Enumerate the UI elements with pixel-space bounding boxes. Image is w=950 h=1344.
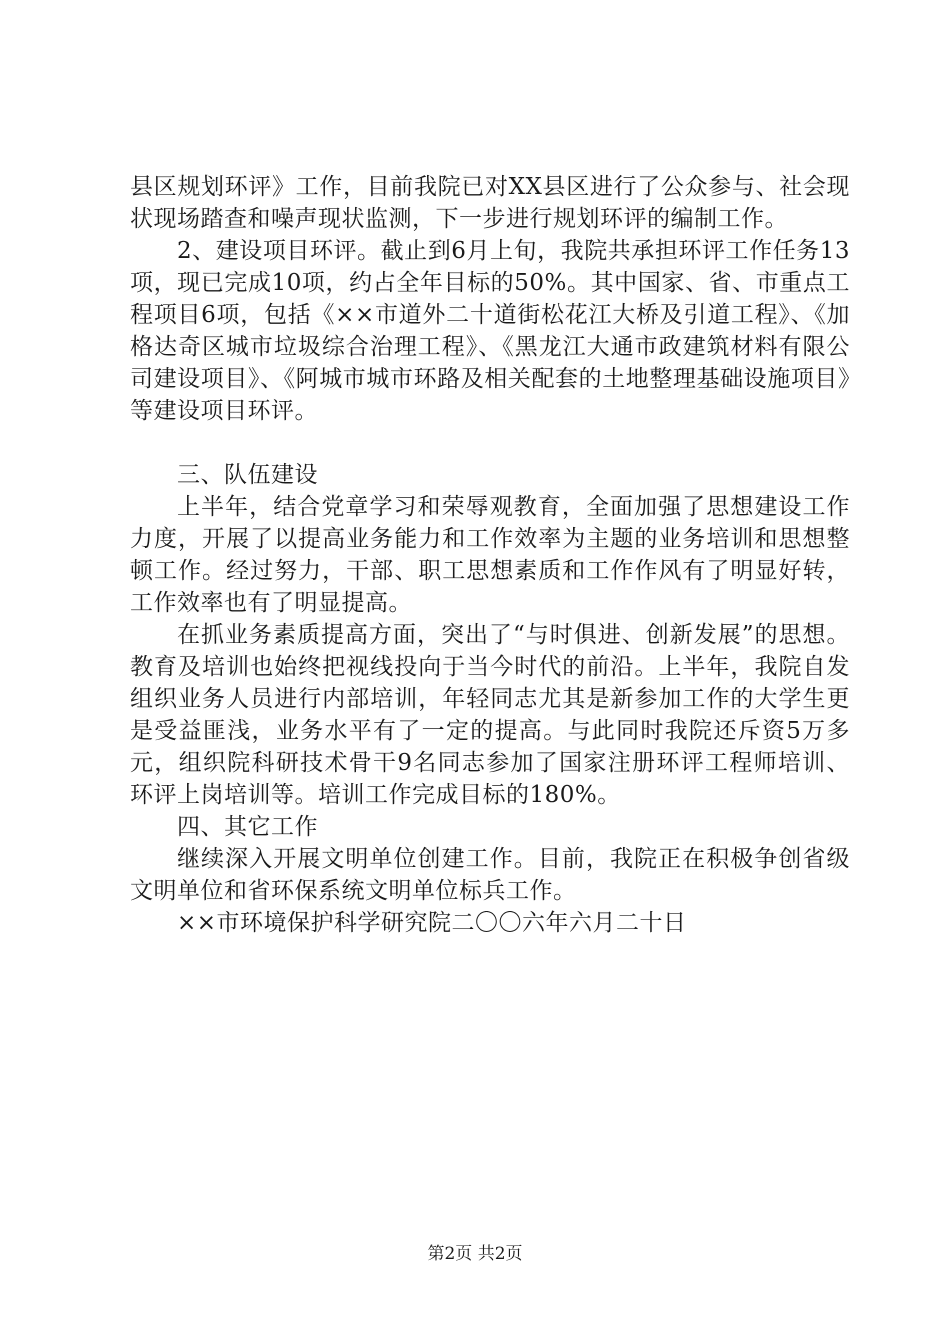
signature-line: ××市环境保护科学研究院二〇〇六年六月二十日 [177, 910, 687, 936]
paragraph-construction-eia: 2、建设项目环评。截止到6月上旬，我院共承担环评工作任务13项，现已完成10项，约占全年目标的50%。其中国家、省、市重点工程项目6项，包括《××市道外二十道街松花江大桥及引道工程》、《加格达奇区城市垃圾综合治理工程》、《黑龙江大通市政建筑材料有限公司建设项目》、《阿城市城市环路及相关配套的土地整理基础设施项目》等建设项目环评。 [130, 238, 850, 424]
page-number-footer: 第2页 共2页 [427, 1244, 523, 1264]
paragraph-planning-eia: 县区规划环评》工作，目前我院已对XX县区进行了公众参与、社会现状现场踏查和噪声现状监测，下一步进行规划环评的编制工作。 [130, 174, 850, 232]
paragraph-spacer [130, 427, 850, 459]
paragraph-other-work: 继续深入开展文明单位创建工作。目前，我院正在积极争创省级文明单位和省环保系统文明单位标兵工作。 [130, 846, 850, 904]
section-heading-other-work: 四、其它工作 [177, 814, 318, 840]
section-heading-team-building: 三、队伍建设 [177, 462, 318, 488]
paragraph-team-building: 上半年，结合党章学习和荣辱观教育，全面加强了思想建设工作力度，开展了以提高业务能力和工作效率为主题的业务培训和思想整顿工作。经过努力，干部、职工思想素质和工作作风有了明显好转，工作效率也有了明显提高。 [130, 494, 850, 616]
document-body [130, 171, 850, 939]
paragraph-training: 在抓业务素质提高方面，突出了“与时俱进、创新发展”的思想。教育及培训也始终把视线投向于当今时代的前沿。上半年，我院自发组织业务人员进行内部培训，年轻同志尤其是新参加工作的大学生更是受益匪浅，业务水平有了一定的提高。与此同时我院还斥资5万多元，组织院科研技术骨干9名同志参加了国家注册环评工程师培训、环评上岗培训等。培训工作完成目标的180%。 [130, 622, 850, 808]
